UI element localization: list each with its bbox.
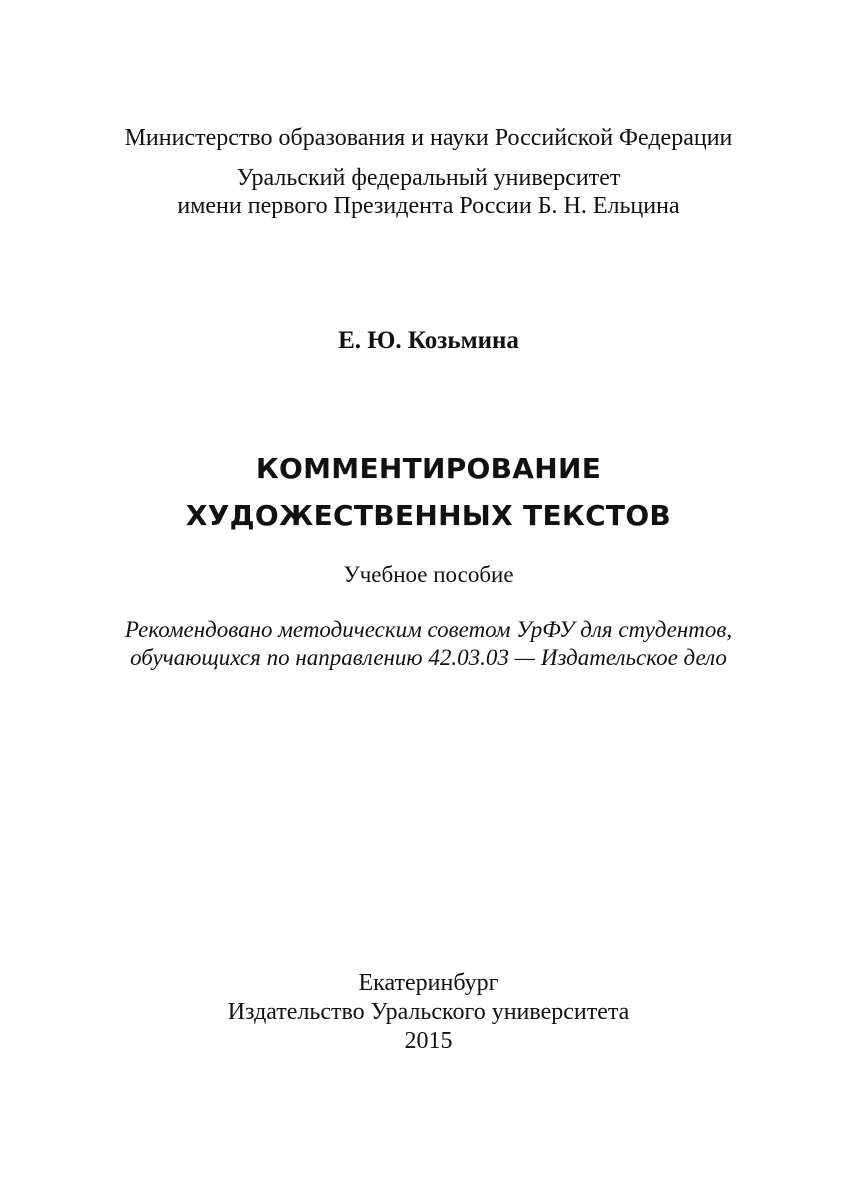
university-namesake-line: имени первого Президента России Б. Н. Ельцина: [177, 193, 680, 219]
recommendation-line-1: Рекомендовано методическим советом УрФУ для студентов,: [124, 617, 733, 642]
book-title-line-2: ХУДОЖЕСТВЕННЫХ ТЕКСТОВ: [185, 499, 672, 532]
recommendation-line-2: обучающихся по направлению 42.03.03 — Издательское дело: [130, 645, 727, 670]
book-title-line-1: КОММЕНТИРОВАНИЕ: [255, 452, 602, 485]
author-name: Е. Ю. Козьмина: [338, 327, 519, 354]
imprint-year: 2015: [404, 1028, 453, 1054]
ministry-line: Министерство образования и науки Российской Федерации: [124, 125, 733, 151]
imprint-city: Екатеринбург: [358, 970, 499, 996]
book-subtitle: Учебное пособие: [343, 562, 514, 587]
university-name-line: Уральский федеральный университет: [236, 165, 621, 191]
imprint-publisher: Издательство Уральского университета: [227, 999, 630, 1025]
